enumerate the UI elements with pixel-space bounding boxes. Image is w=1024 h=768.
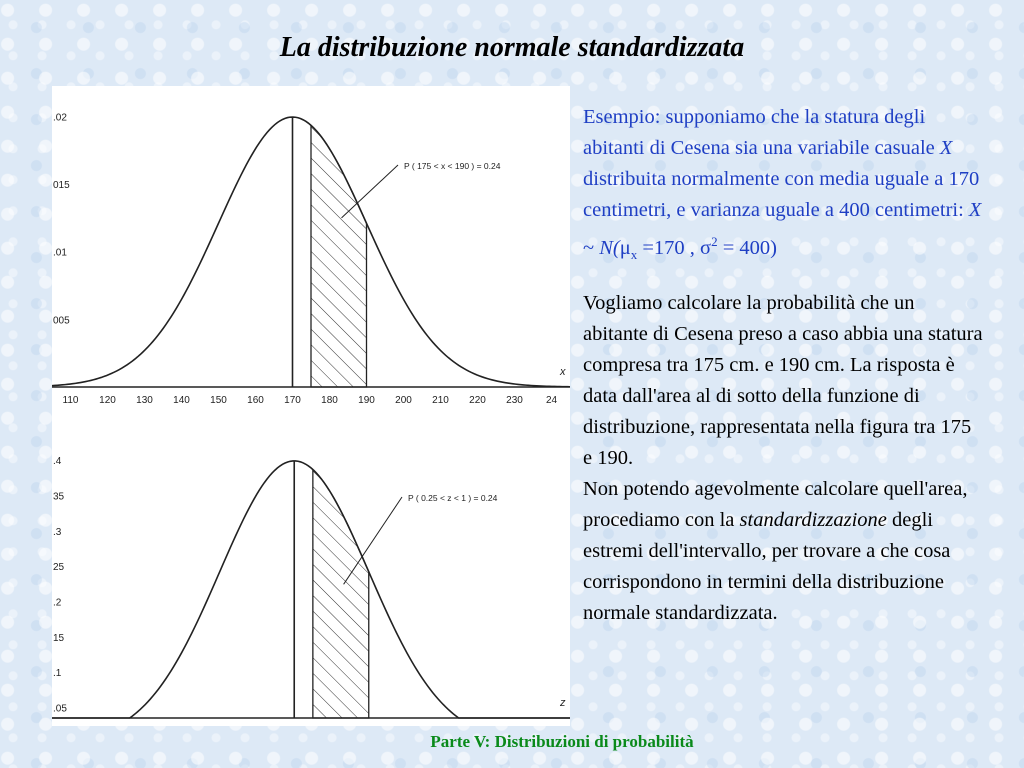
- x-tick-label: 210: [432, 395, 449, 406]
- y-tick-label: .02: [53, 112, 67, 124]
- x-tick-label: 120: [99, 395, 116, 406]
- chart-bottom: [52, 456, 570, 718]
- shaded-area: [313, 470, 369, 718]
- x-tick-label: 230: [506, 395, 523, 406]
- y-tick-label: 35: [53, 491, 65, 503]
- x-axis-name: z: [560, 697, 566, 709]
- x-tick-label: 180: [321, 395, 338, 406]
- y-tick-label: .4: [53, 456, 62, 468]
- question-paragraph: Vogliamo calcolare la probabilità che un abitante di Cesena preso a caso abbia una statura compresa tra 175 cm. e 190 cm. La risposta è data dall'area al di sotto della funzione di distribuzione, rappresentata nella figura tra 175 e 190.: [583, 291, 983, 469]
- normal-distribution-figure: [52, 86, 570, 726]
- x-tick-label: 190: [358, 395, 375, 406]
- x-tick-label: 110: [62, 395, 79, 406]
- y-tick-label: .2: [53, 597, 62, 609]
- y-tick-label: 25: [53, 562, 65, 574]
- y-tick-label: 15: [53, 632, 65, 644]
- explanation-text: [583, 102, 983, 629]
- x-tick-label: 140: [173, 395, 190, 406]
- y-tick-label: 015: [53, 179, 70, 191]
- x-tick-label: 220: [469, 395, 486, 406]
- y-tick-label: 005: [53, 315, 70, 327]
- x-tick-label: 150: [210, 395, 227, 406]
- x-axis-name: x: [560, 366, 566, 378]
- normal-curves-svg: [52, 86, 570, 726]
- y-tick-label: .01: [53, 247, 67, 259]
- y-tick-label: .05: [53, 703, 67, 715]
- x-tick-label: 160: [247, 395, 264, 406]
- slide-title: La distribuzione normale standardizzata: [279, 32, 745, 63]
- x-tick-label: 200: [395, 395, 412, 406]
- probability-annotation: P ( 175 < x < 190 ) = 0.24: [404, 161, 501, 171]
- chart-top: [52, 112, 570, 406]
- x-tick-label: 130: [136, 395, 153, 406]
- x-tick-label: 24: [545, 395, 558, 406]
- x-tick-label: 170: [284, 395, 301, 406]
- example-paragraph: Esempio: supponiamo che la statura degli abitanti di Cesena sia una variabile casuale X distribuita normalmente con media uguale a 170 centimetri, e varianza uguale a 400 centimetri: X ~ $N(\mu_x =170$ , $\sigma^2 = 400$): [583, 106, 982, 262]
- footer-text: Parte V: Distribuzioni di probabilità: [430, 732, 694, 751]
- y-tick-label: .3: [53, 526, 62, 538]
- standardization-paragraph: Non potendo agevolmente calcolare quell'area, procediamo con la standardizzazione degli estremi dell'intervallo, per trovare a che cosa corrispondono in termini della distribuzione normale standardizzata.: [583, 477, 968, 624]
- probability-annotation: P ( 0.25 < z < 1 ) = 0.24: [408, 493, 498, 503]
- y-tick-label: .1: [53, 668, 62, 680]
